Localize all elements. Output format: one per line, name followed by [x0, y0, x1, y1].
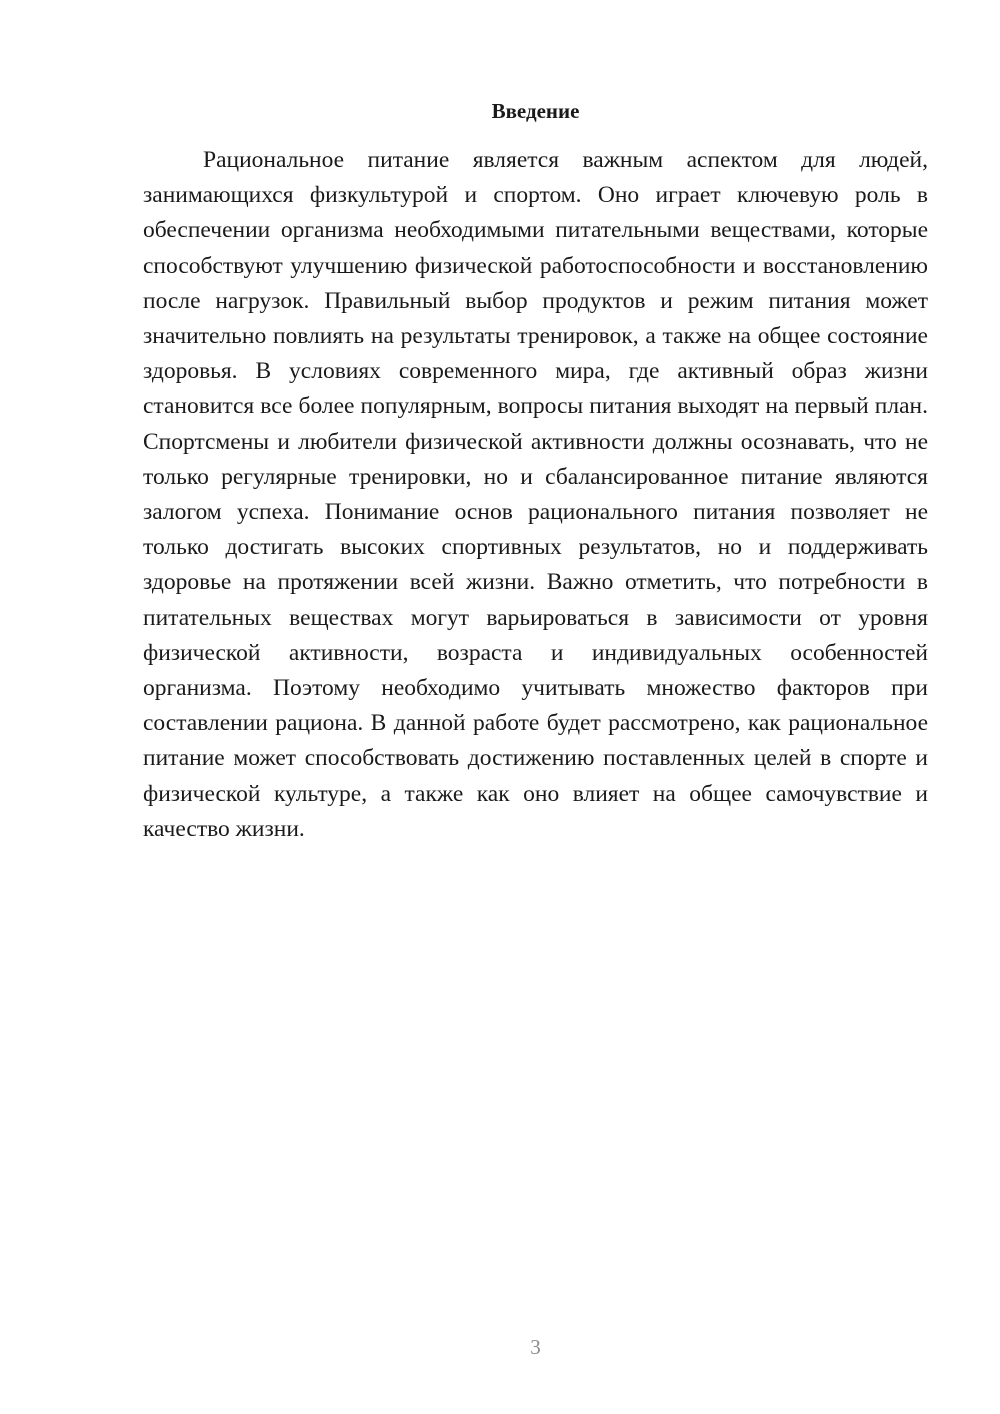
body-paragraph: Рациональное питание является важным аспектом для людей, занимающихся физкультурой и спортом. Оно играет ключевую роль в обеспечении организма необходимыми питательными веществами, которые способствуют улучшению физической работоспособности и восстановлению после нагрузок. Правильный выбор продуктов и режим питания может значительно повлиять на результаты тренировок, а также на общее состояние здоровья. В условиях современного мира, где активный образ жизни становится все более популярным, вопросы питания выходят на первый план. Спортсмены и любители физической активности должны осознавать, что не только регулярные тренировки, но и сбалансированное питание являются залогом успеха. Понимание основ рационального питания позволяет не только достигать высоких спортивных результатов, но и поддерживать здоровье на протяжении всей жизни. Важно отметить, что потребности в питательных веществах могут варьироваться в зависимости от уровня физической активности, возраста и индивидуальных особенностей организма. Поэтому необходимо учитывать множество факторов при составлении рациона. В данной работе будет рассмотрено, как рациональное питание может способствовать достижению поставленных целей в спорте и физической культуре, а также как оно влияет на общее самочувствие и качество жизни.: [143, 147, 928, 842]
page-number: 3: [530, 1335, 541, 1359]
section-heading: Введение: [491, 99, 580, 123]
